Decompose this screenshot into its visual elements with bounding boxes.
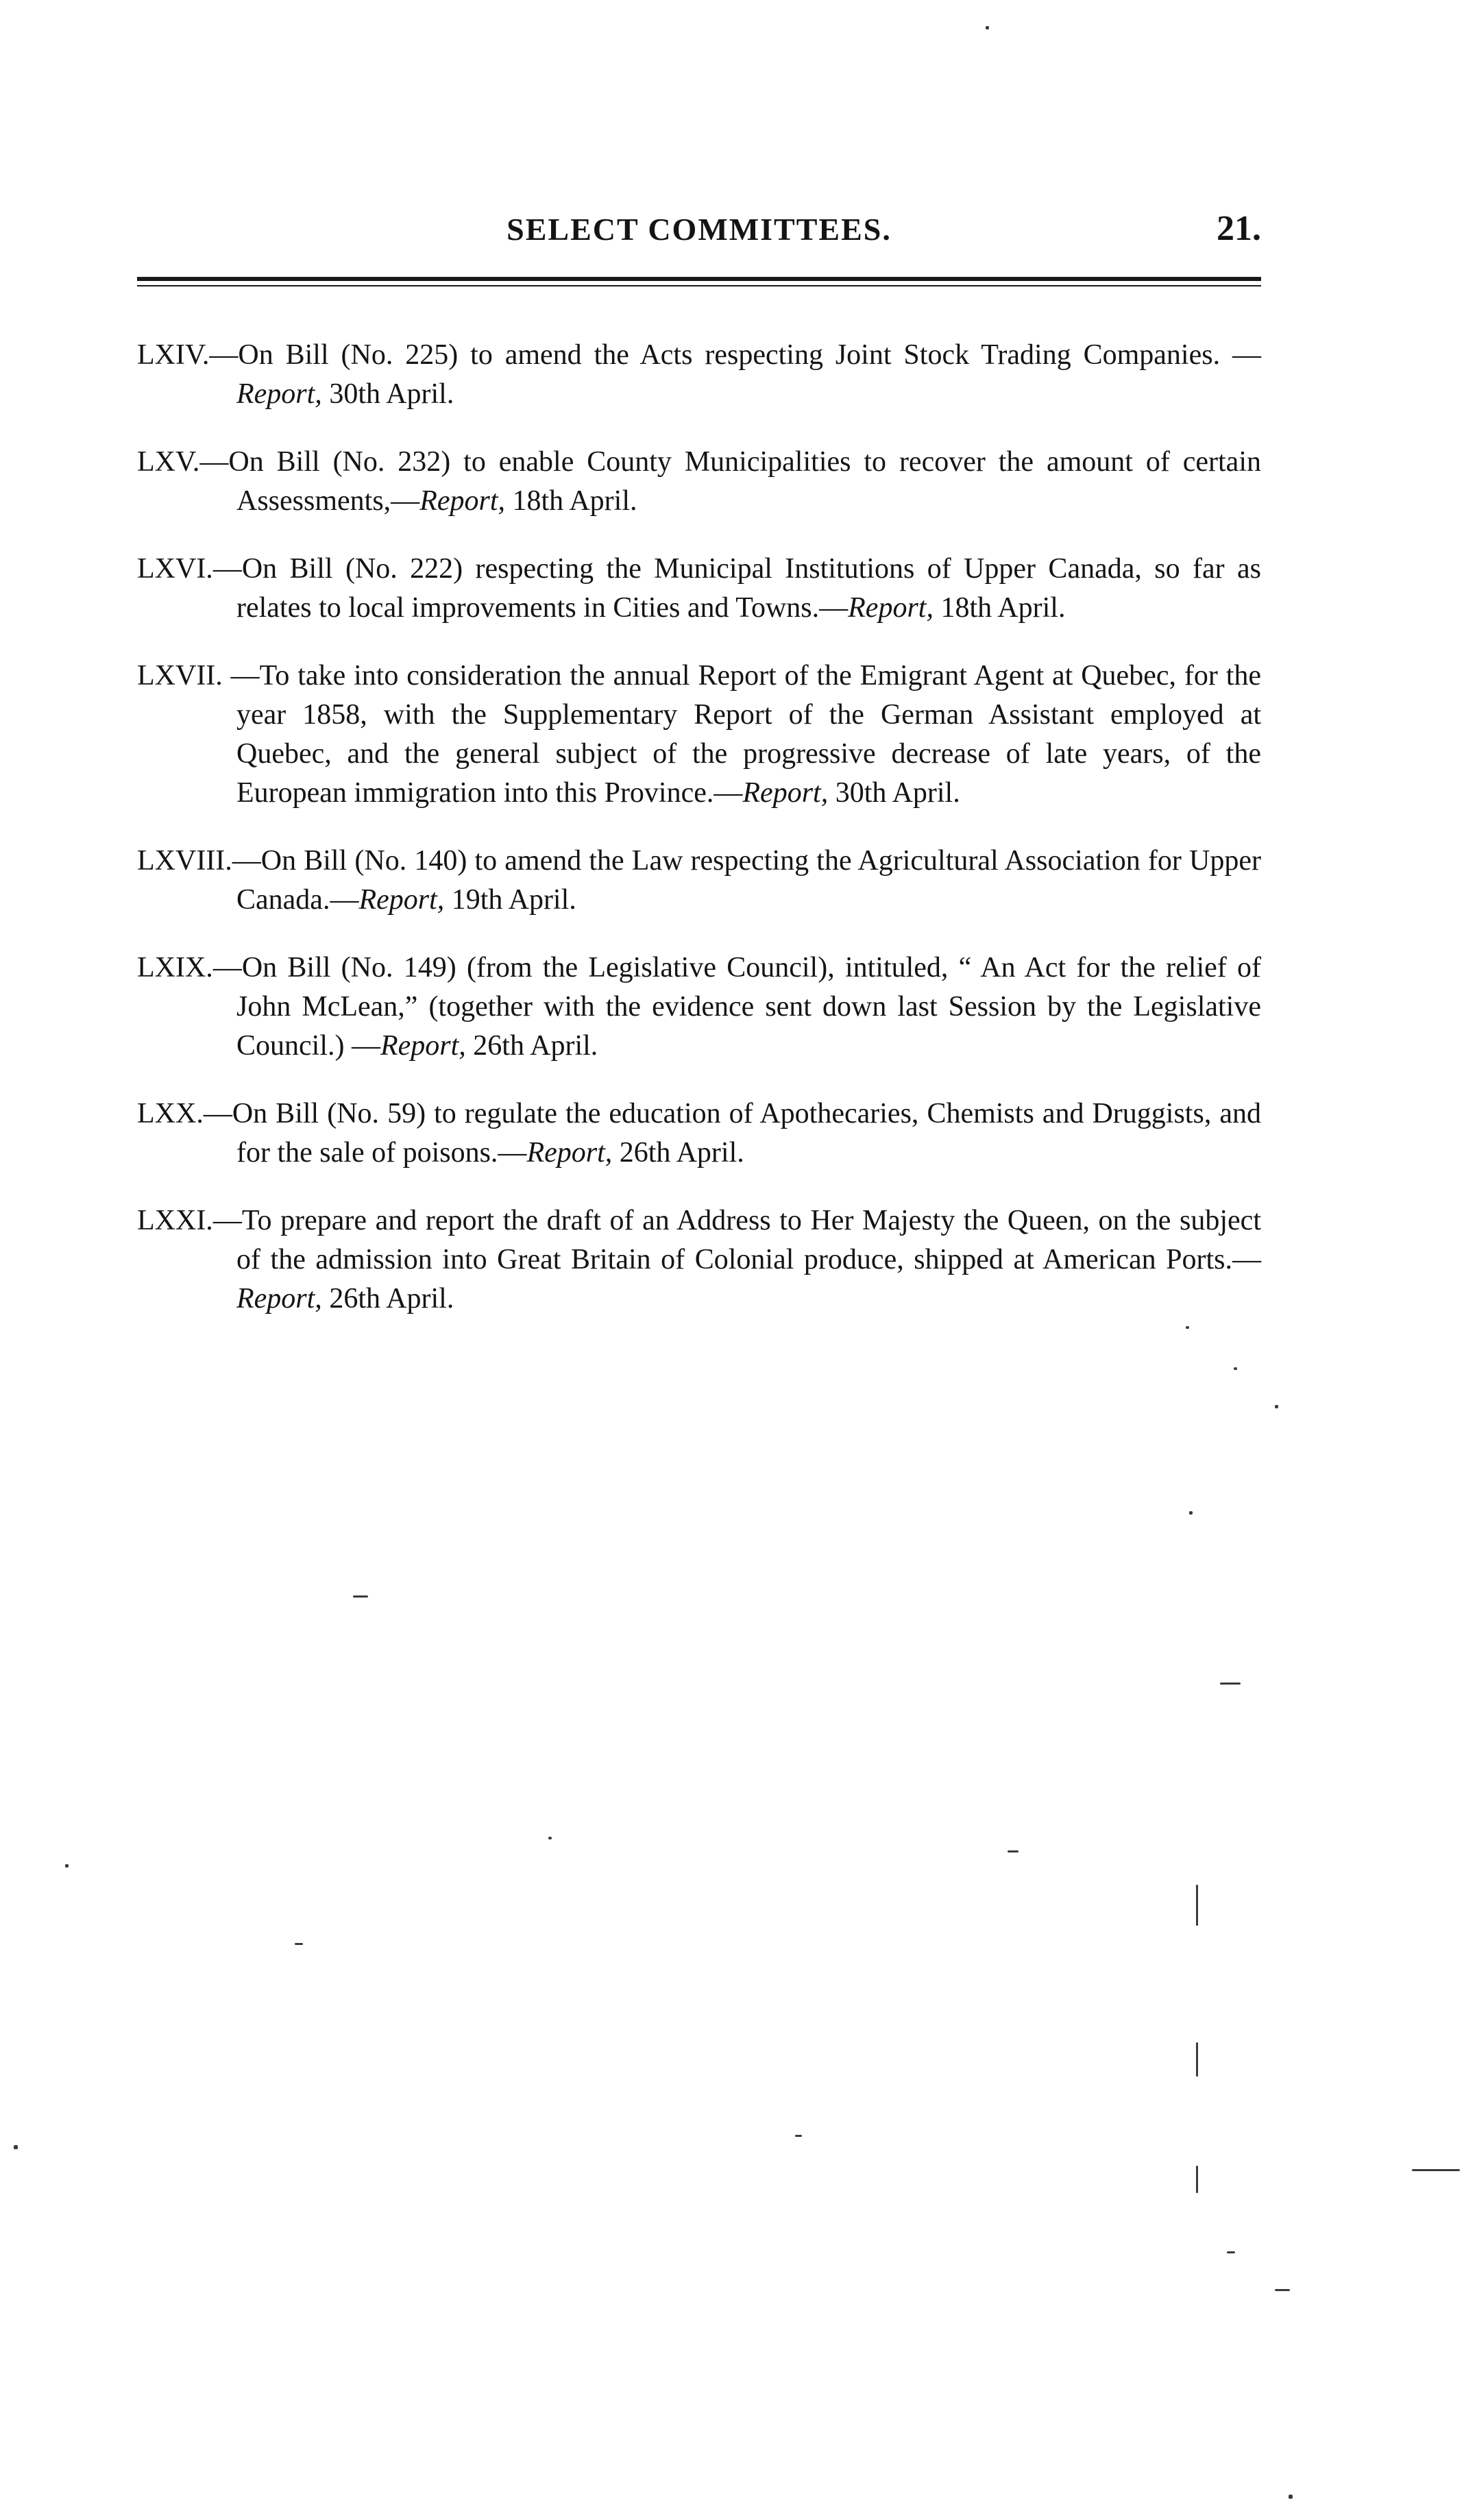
entry-numeral: LXVII.	[137, 660, 223, 692]
scan-speck	[795, 2135, 802, 2137]
header-rule-thick	[137, 277, 1261, 281]
entry-numeral: LXIX.	[137, 952, 213, 983]
report-label: Report,	[742, 777, 829, 809]
committee-list	[137, 307, 1261, 1339]
committee-entry	[137, 842, 1261, 920]
report-label: Report,	[236, 378, 322, 410]
entry-numeral: LXVIII.	[137, 845, 232, 877]
report-label: Report,	[526, 1137, 613, 1169]
entry-numeral: LXX.	[137, 1098, 204, 1129]
report-label: Report,	[236, 1283, 322, 1314]
entry-text: —On Bill (No. 222) respecting the Municipal Institutions of Upper Canada, so far as relates to local improvements in Cities and Towns.—	[212, 553, 1261, 624]
committee-entry	[137, 657, 1261, 813]
scan-speck	[1234, 1367, 1237, 1370]
scan-speck	[548, 1837, 552, 1839]
entry-numeral: LXIV.	[137, 339, 210, 371]
entry-numeral: LXXI.	[137, 1205, 213, 1236]
page-header	[137, 206, 1261, 260]
scan-speck	[1186, 1326, 1189, 1329]
entry-text: —To take into consideration the annual Report of the Emigrant Agent at Quebec, for the year 1858, with the Supplementary Report of the German Assistant employed at Quebec, and the general subject of the progressive decrease of late years, of the European immigration into this Province.—	[222, 660, 1261, 809]
scan-speck	[1220, 1683, 1241, 1685]
scan-speck	[65, 1864, 69, 1868]
header-rule-thin	[137, 285, 1261, 286]
report-date: 30th April.	[321, 378, 454, 410]
scan-speck	[1189, 1511, 1193, 1515]
running-title: SELECT COMMITTEES.	[507, 212, 892, 247]
entry-text: —On Bill (No. 225) to amend the Acts respecting Joint Stock Trading Companies. —	[209, 339, 1261, 371]
scan-speck	[1289, 2495, 1293, 2499]
entry-text: —On Bill (No. 140) to amend the Law respecting the Agricultural Association for Upper Canada.—	[232, 845, 1261, 916]
page-number: 21.	[1217, 209, 1261, 248]
committee-entry	[137, 949, 1261, 1066]
scan-speck	[1196, 2166, 1198, 2193]
committee-entry	[137, 550, 1261, 628]
report-date: 26th April.	[612, 1137, 744, 1169]
report-date: 19th April.	[444, 884, 576, 916]
entry-text: —On Bill (No. 232) to enable County Municipalities to recover the amount of certain Assessments,—	[199, 446, 1261, 517]
committee-entry	[137, 336, 1261, 414]
scan-speck	[1227, 2251, 1235, 2253]
report-label: Report,	[419, 485, 505, 517]
entry-text: —On Bill (No. 149) (from the Legislative Council), intituled, “ An Act for the relief of John McLean,” (together with the evidence sent down last Session by the Legislative Council.) —	[212, 952, 1261, 1062]
report-date: 18th April.	[505, 485, 637, 517]
report-date: 26th April.	[321, 1283, 454, 1314]
scan-speck	[1196, 1885, 1198, 1926]
scan-speck	[1008, 1850, 1018, 1852]
scan-speck	[1275, 2289, 1290, 2291]
committee-entry	[137, 1094, 1261, 1173]
entry-numeral: LXV.	[137, 446, 200, 478]
committee-entry	[137, 443, 1261, 521]
scan-speck	[1412, 2169, 1460, 2171]
scan-speck	[353, 1595, 368, 1598]
scan-speck	[1275, 1405, 1278, 1408]
report-label: Report,	[848, 592, 934, 624]
entry-text: —On Bill (No. 59) to regulate the education of Apothecaries, Chemists and Druggists, and for the sale of poisons.—	[203, 1098, 1261, 1169]
report-label: Report,	[358, 884, 445, 916]
scan-speck	[14, 2145, 18, 2149]
committee-entry	[137, 1201, 1261, 1319]
entry-numeral: LXVI.	[137, 553, 213, 585]
scan-speck	[986, 26, 989, 29]
scan-speck	[295, 1943, 303, 1945]
report-date: 18th April.	[933, 592, 1066, 624]
report-date: 26th April.	[465, 1030, 598, 1062]
scan-speck	[1196, 2042, 1198, 2077]
report-date: 30th April.	[828, 777, 960, 809]
entry-text: —To prepare and report the draft of an Address to Her Majesty the Queen, on the subject of the admission into Great Britain of Colonial produce, shipped at American Ports.—	[212, 1205, 1261, 1275]
report-label: Report,	[380, 1030, 466, 1062]
